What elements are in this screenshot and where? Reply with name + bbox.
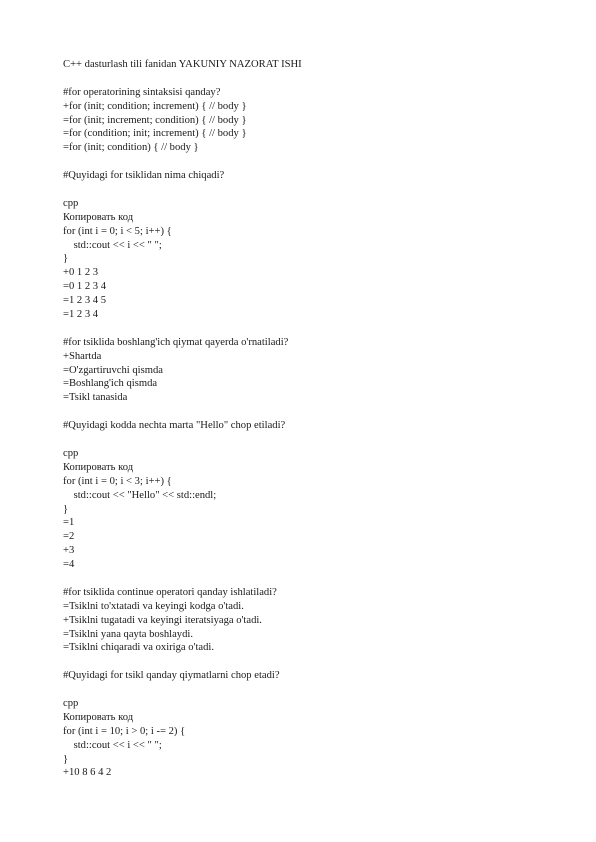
document-body [63,58,563,780]
document-title: C++ dasturlash tili fanidan YAKUNIY NAZORAT ISHI [63,59,302,70]
q6-option-1: +10 8 6 4 2 [63,767,112,779]
q6-code-line-2: std::cout << i << " "; [63,739,162,751]
spacer [63,183,563,197]
q2-code-lang: cpp [63,197,79,209]
spacer [63,433,563,447]
question-1: #for operatorining sintaksisi qanday? [63,86,221,98]
q2-code-line-2: std::cout << i << " "; [63,239,162,251]
q2-copy-code: Копировать код [63,211,134,223]
question-4: #Quyidagi kodda nechta marta "Hello" chop etiladi? [63,420,286,432]
q4-code-lang: cpp [63,447,79,459]
question-5: #for tsiklida continue operatori qanday ishlatiladi? [63,586,277,598]
q6-code-lang: cpp [63,697,79,709]
q2-option-4: =1 2 3 4 [63,309,99,321]
question-2: #Quyidagi for tsiklidan nima chiqadi? [63,170,225,182]
spacer [63,72,563,86]
q6-code-line-1: for (int i = 10; i > 0; i -= 2) { [63,725,186,737]
q3-option-3: =Boshlang'ich qismda [63,378,158,390]
q5-option-4: =Tsiklni chiqaradi va oxiriga o'tadi. [63,642,215,654]
q2-option-2: =0 1 2 3 4 [63,281,107,293]
spacer [63,572,563,586]
q2-option-1: +0 1 2 3 [63,267,99,279]
q3-option-2: =O'zgartiruvchi qismda [63,364,163,376]
q6-code-line-3: } [63,753,69,765]
q2-code-line-3: } [63,253,69,265]
q2-code-line-1: for (int i = 0; i < 5; i++) { [63,225,172,237]
q6-copy-code: Копировать код [63,711,134,723]
q1-option-3: =for (condition; init; increment) { // body } [63,128,247,140]
question-6: #Quyidagi for tsikl qanday qiymatlarni chop etadi? [63,670,280,682]
q1-option-4: =for (init; condition) { // body } [63,142,199,154]
question-3: #for tsiklida boshlang'ich qiymat qayerda o'rnatiladi? [63,336,289,348]
q4-option-2: =2 [63,531,75,543]
q2-option-3: =1 2 3 4 5 [63,295,107,307]
spacer [63,405,563,419]
q1-option-1: +for (init; condition; increment) { // body } [63,100,247,112]
q4-option-4: =4 [63,559,75,571]
q5-option-3: =Tsiklni yana qayta boshlaydi. [63,628,193,640]
q4-option-1: =1 [63,517,75,529]
q1-option-2: =for (init; increment; condition) { // body } [63,114,247,126]
q5-option-1: =Tsiklni to'xtatadi va keyingi kodga o'tadi. [63,600,244,612]
spacer [63,655,563,669]
q5-option-2: +Tsiklni tugatadi va keyingi iteratsiyaga o'tadi. [63,614,262,626]
q4-code-line-1: for (int i = 0; i < 3; i++) { [63,475,172,487]
q4-option-3: +3 [63,545,75,557]
spacer [63,322,563,336]
spacer [63,155,563,169]
spacer [63,683,563,697]
q3-option-1: +Shartda [63,350,102,362]
q3-option-4: =Tsikl tanasida [63,392,128,404]
q4-code-line-2: std::cout << "Hello" << std::endl; [63,489,217,501]
q4-copy-code: Копировать код [63,461,134,473]
q4-code-line-3: } [63,503,69,515]
